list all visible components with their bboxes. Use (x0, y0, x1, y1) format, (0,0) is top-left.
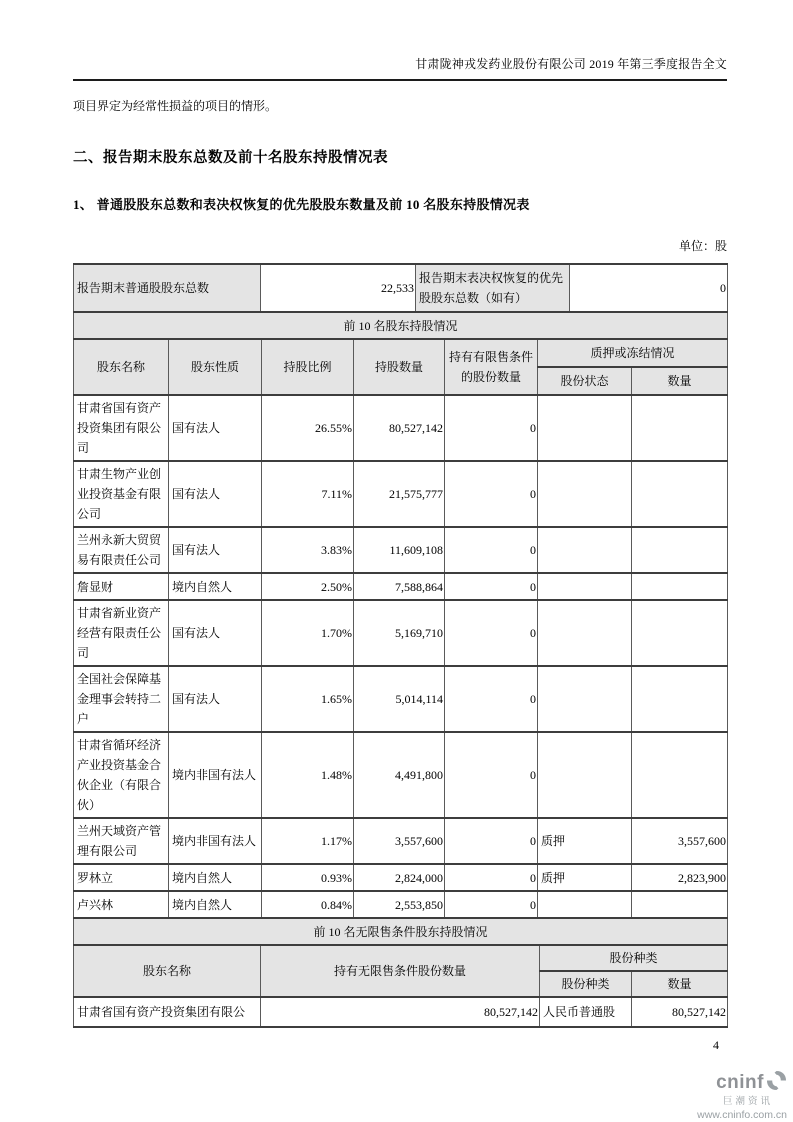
pledge-qty-cell (632, 461, 728, 527)
preferred-shareholders-label: 报告期末表决权恢复的优先股股东总数（如有） (416, 264, 570, 312)
shareholder-nature-cell: 境内自然人 (169, 864, 262, 891)
ratio-cell: 0.93% (262, 864, 354, 891)
pledge-status-cell (538, 666, 632, 732)
table-row (74, 527, 728, 573)
col-header-restricted: 持有有限售条件的股份数量 (445, 339, 538, 395)
pledge-status-cell (538, 600, 632, 666)
ratio-cell: 26.55% (262, 395, 354, 461)
quantity-cell: 4,491,800 (354, 732, 445, 818)
top10-section-title-row (74, 312, 728, 339)
top10-shareholders-table (73, 311, 728, 919)
shareholder-name-cell: 甘肃省国有资产投资集团有限公司 (74, 395, 169, 461)
ratio-cell: 1.48% (262, 732, 354, 818)
quantity-cell: 3,557,600 (354, 818, 445, 864)
preferred-shareholders-value: 0 (570, 264, 728, 312)
cninfo-chinese-name: 巨潮资讯 (722, 1096, 773, 1107)
share-type-cell: 人民币普通股 (540, 997, 632, 1027)
document-header-title: 甘肃陇神戎发药业股份有限公司 2019 年第三季度报告全文 (415, 57, 727, 71)
col-header-quantity: 持股数量 (354, 339, 445, 395)
table-row (74, 997, 728, 1027)
quantity-cell: 11,609,108 (354, 527, 445, 573)
ratio-cell: 7.11% (262, 461, 354, 527)
ratio-cell: 1.65% (262, 666, 354, 732)
quantity-cell: 2,553,850 (354, 891, 445, 918)
shareholder-nature-cell: 国有法人 (169, 461, 262, 527)
shareholder-nature-cell: 国有法人 (169, 666, 262, 732)
shareholder-nature-cell: 境内自然人 (169, 573, 262, 600)
shareholder-nature-cell: 境内自然人 (169, 891, 262, 918)
unrestricted-section-title: 前 10 名无限售条件股东持股情况 (74, 918, 728, 945)
unrestricted-shareholders-table (73, 917, 728, 1028)
unrestricted-section-title-row (74, 918, 728, 945)
pledge-status-cell (538, 891, 632, 918)
table-row (74, 461, 728, 527)
quantity-cell: 21,575,777 (354, 461, 445, 527)
pledge-qty-cell (632, 527, 728, 573)
col-header-pledge-status: 股份状态 (538, 367, 632, 395)
pledge-qty-cell (632, 395, 728, 461)
ratio-cell: 1.17% (262, 818, 354, 864)
shareholder-name-cell: 兰州天域资产管理有限公司 (74, 818, 169, 864)
col-header-shareholder-name: 股东名称 (74, 339, 169, 395)
pledge-qty-cell (632, 600, 728, 666)
shareholder-name-cell: 卢兴林 (74, 891, 169, 918)
pledge-qty-cell (632, 891, 728, 918)
ratio-cell: 0.84% (262, 891, 354, 918)
shareholder-name-cell: 兰州永新大贸贸易有限责任公司 (74, 527, 169, 573)
shareholder-nature-cell: 境内非国有法人 (169, 732, 262, 818)
pledge-status-cell: 质押 (538, 864, 632, 891)
pledge-qty-cell (632, 732, 728, 818)
top10-section-title: 前 10 名股东持股情况 (74, 312, 728, 339)
header-divider (73, 79, 727, 81)
restricted-cell: 0 (445, 395, 538, 461)
pledge-status-cell (538, 527, 632, 573)
restricted-cell: 0 (445, 573, 538, 600)
sub-section-heading: 1、 普通股股东总数和表决权恢复的优先股股东数量及前 10 名股东持股情况表 (73, 197, 530, 212)
share-type-qty-cell: 80,527,142 (632, 997, 728, 1027)
unrestricted-qty-cell: 80,527,142 (261, 997, 540, 1027)
table-row (74, 666, 728, 732)
shareholder-name-cell: 甘肃省国有资产投资集团有限公 (74, 997, 261, 1027)
col-header-pledge-group: 质押或冻结情况 (538, 339, 728, 367)
summary-row (74, 264, 728, 312)
table-row (74, 395, 728, 461)
table-row (74, 891, 728, 918)
quantity-cell: 80,527,142 (354, 395, 445, 461)
restricted-cell: 0 (445, 461, 538, 527)
ratio-cell: 1.70% (262, 600, 354, 666)
quantity-cell: 2,824,000 (354, 864, 445, 891)
pledge-qty-cell (632, 666, 728, 732)
col-header-share-type: 股份种类 (540, 971, 632, 997)
restricted-cell: 0 (445, 891, 538, 918)
shareholder-name-cell: 詹显财 (74, 573, 169, 600)
page-number: 4 (713, 1038, 719, 1052)
col-header-pledge-qty: 数量 (632, 367, 728, 395)
col-header-shareholder-nature: 股东性质 (169, 339, 262, 395)
pledge-status-cell (538, 395, 632, 461)
restricted-cell: 0 (445, 818, 538, 864)
table-row (74, 864, 728, 891)
shareholder-name-cell: 甘肃省新业资产经营有限责任公司 (74, 600, 169, 666)
shareholder-name-cell: 全国社会保障基金理事会转持二户 (74, 666, 169, 732)
pledge-qty-cell: 2,823,900 (632, 864, 728, 891)
col-header-share-type-qty: 数量 (632, 971, 728, 997)
shareholder-nature-cell: 国有法人 (169, 527, 262, 573)
ratio-cell: 2.50% (262, 573, 354, 600)
unrestricted-header-row (74, 945, 728, 971)
col-header-shareholder-name: 股东名称 (74, 945, 261, 997)
restricted-cell: 0 (445, 527, 538, 573)
intro-paragraph: 项目界定为经常性损益的项目的情形。 (73, 99, 278, 113)
common-shareholders-value: 22,533 (261, 264, 416, 312)
page-content (73, 0, 727, 1028)
pledge-status-cell: 质押 (538, 818, 632, 864)
col-header-share-type-group: 股份种类 (540, 945, 728, 971)
shareholder-nature-cell: 国有法人 (169, 395, 262, 461)
shareholder-nature-cell: 境内非国有法人 (169, 818, 262, 864)
top10-header-row (74, 339, 728, 367)
restricted-cell: 0 (445, 666, 538, 732)
pledge-status-cell (538, 461, 632, 527)
table-row (74, 818, 728, 864)
table-row (74, 732, 728, 818)
quantity-cell: 5,169,710 (354, 600, 445, 666)
cninfo-url: www.cninfo.com.cn (697, 1108, 787, 1121)
col-header-ratio: 持股比例 (262, 339, 354, 395)
col-header-unrestricted-qty: 持有无限售条件股份数量 (261, 945, 540, 997)
restricted-cell: 0 (445, 600, 538, 666)
pledge-status-cell (538, 573, 632, 600)
cninfo-brand-text: cninf (716, 1072, 764, 1093)
common-shareholders-label: 报告期末普通股股东总数 (74, 264, 261, 312)
unit-label: 单位：股 (678, 239, 727, 253)
shareholder-nature-cell: 国有法人 (169, 600, 262, 666)
restricted-cell: 0 (445, 864, 538, 891)
quantity-cell: 7,588,864 (354, 573, 445, 600)
cninfo-logo (697, 1070, 787, 1120)
pledge-qty-cell (632, 573, 728, 600)
shareholder-name-cell: 罗林立 (74, 864, 169, 891)
table-row (74, 573, 728, 600)
pledge-qty-cell: 3,557,600 (632, 818, 728, 864)
ratio-cell: 3.83% (262, 527, 354, 573)
shareholder-name-cell: 甘肃生物产业创业投资基金有限公司 (74, 461, 169, 527)
shareholder-summary-table (73, 263, 728, 313)
pledge-status-cell (538, 732, 632, 818)
cninfo-swirl-icon (766, 1070, 787, 1095)
quantity-cell: 5,014,114 (354, 666, 445, 732)
table-row (74, 600, 728, 666)
section-heading: 二、报告期末股东总数及前十名股东持股情况表 (73, 150, 388, 166)
shareholder-name-cell: 甘肃省循环经济产业投资基金合伙企业（有限合伙） (74, 732, 169, 818)
restricted-cell: 0 (445, 732, 538, 818)
